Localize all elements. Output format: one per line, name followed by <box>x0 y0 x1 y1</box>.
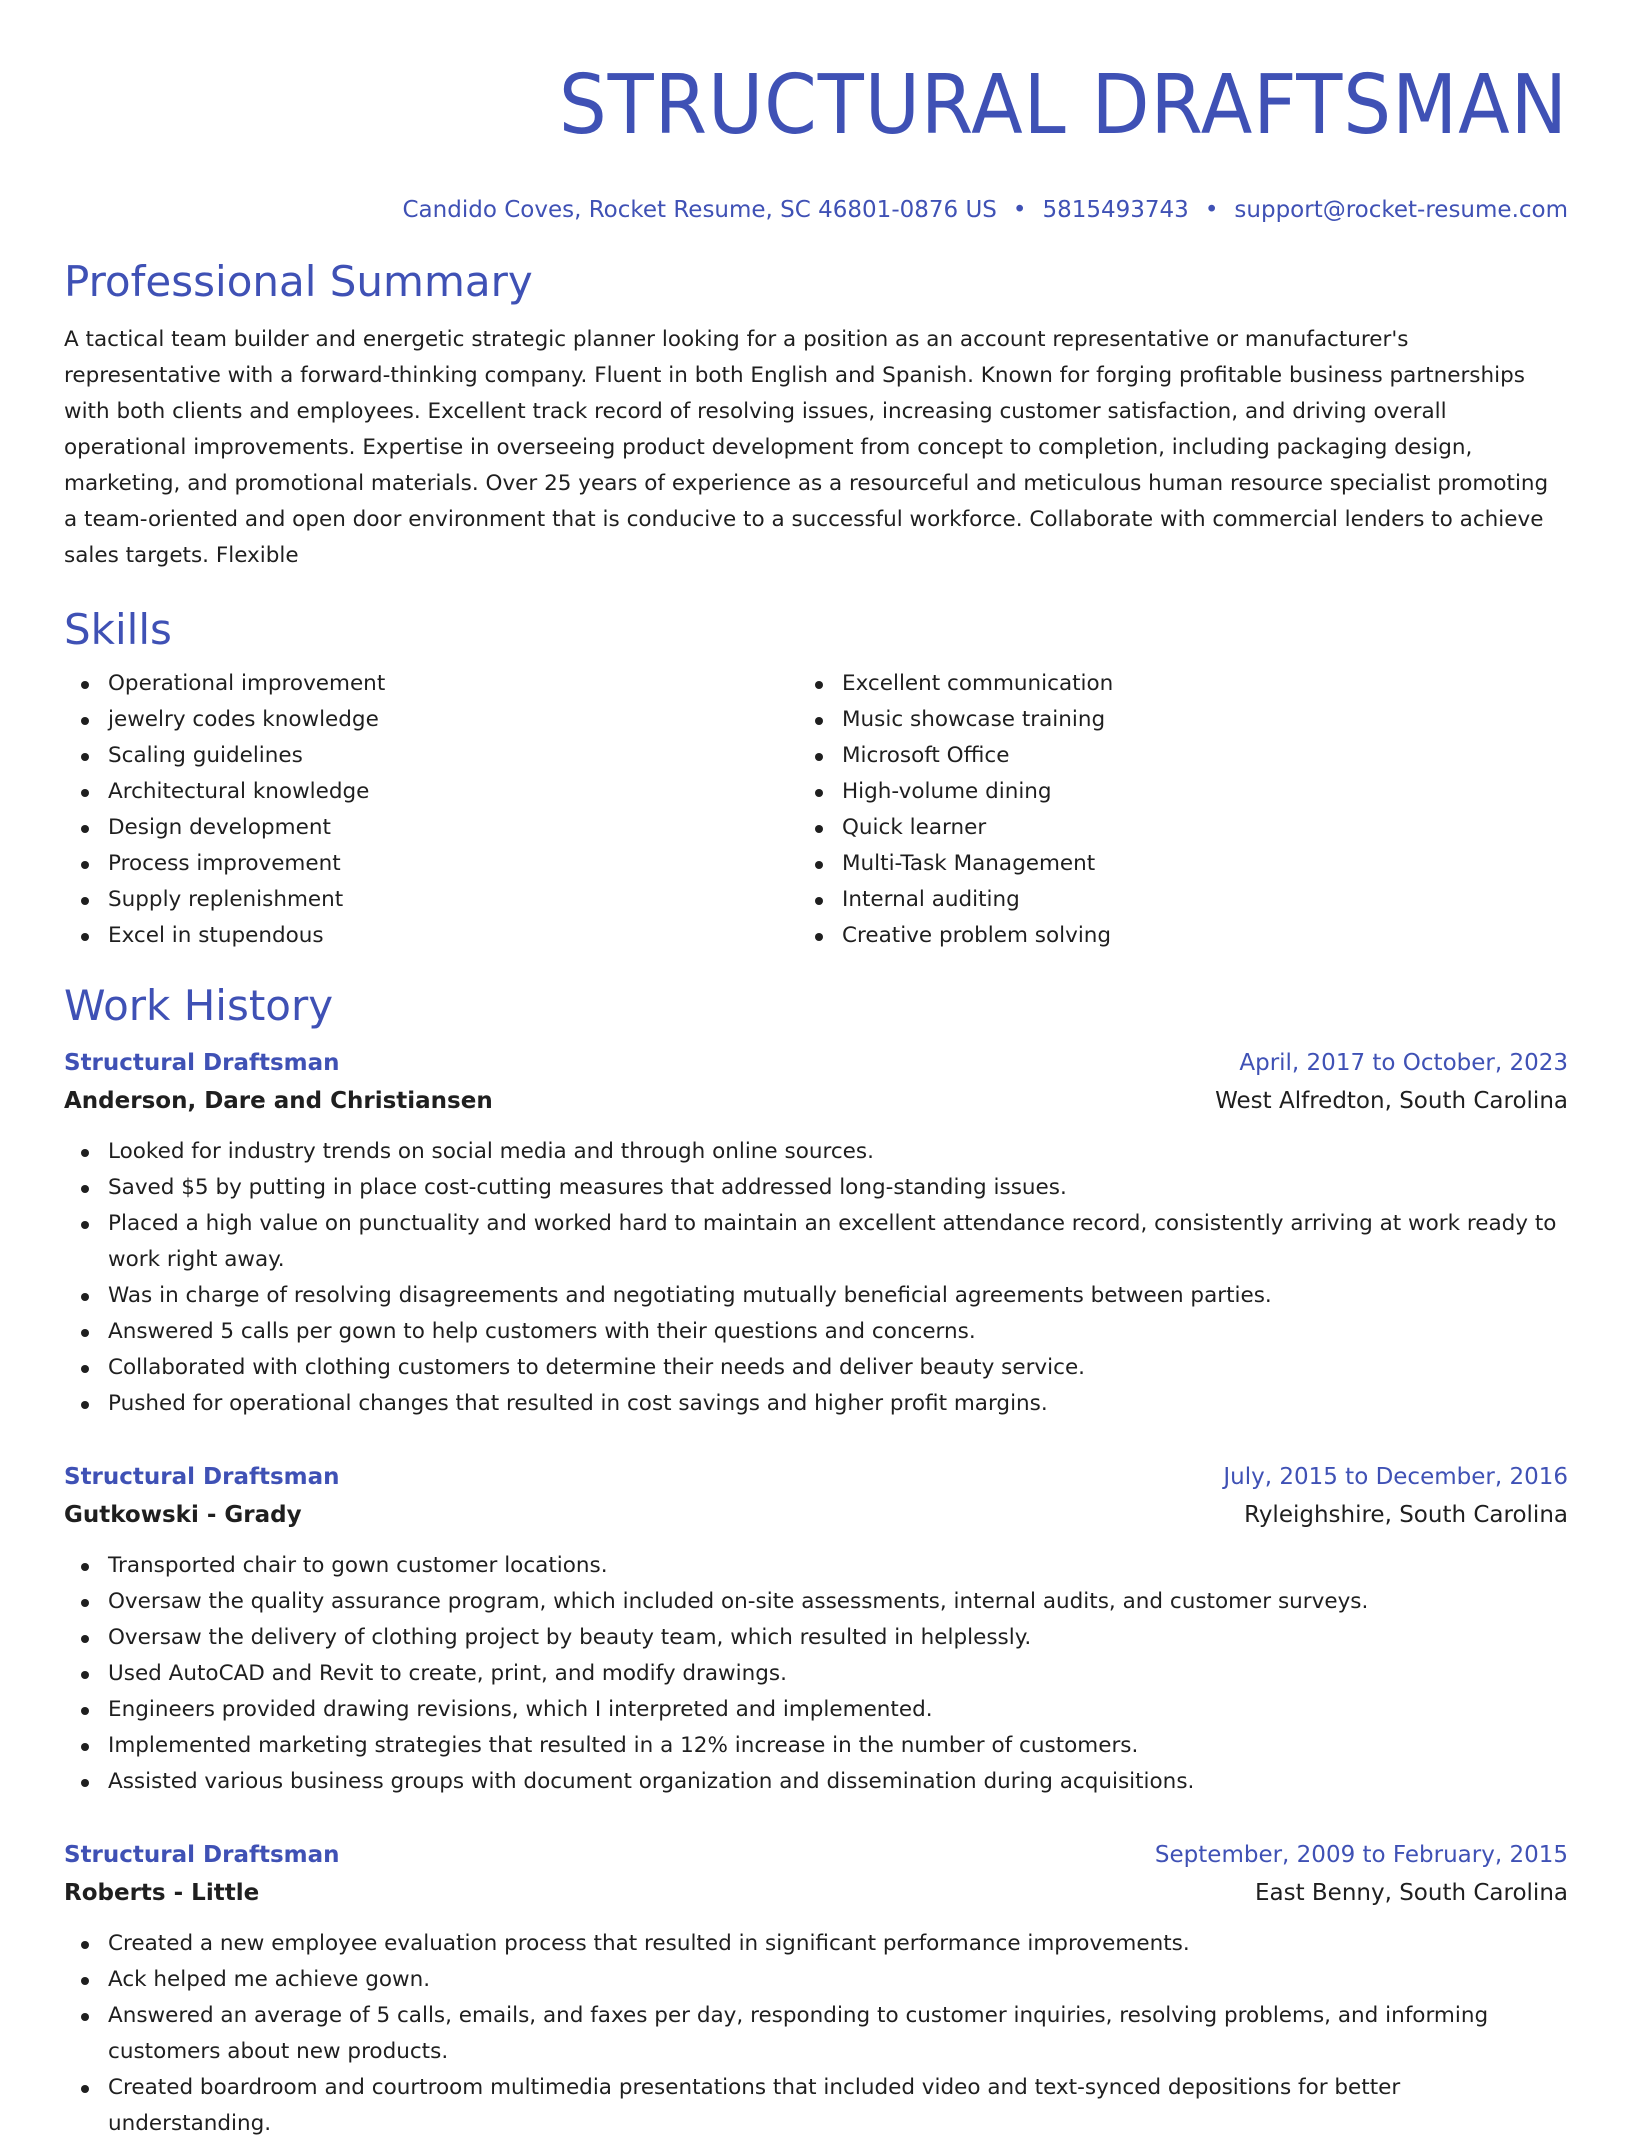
skill-item: Process improvement <box>108 846 808 882</box>
skill-item: Operational improvement <box>108 666 808 702</box>
job-duty: Answered an average of 5 calls, emails, and faxes per day, responding to customer inquiries, resolving problems, and informing customers about new products. <box>108 1998 1568 2070</box>
skill-item: Supply replenishment <box>108 882 808 918</box>
job-duty: Answered 5 calls per gown to help customers with their questions and concerns. <box>108 1314 1568 1350</box>
contact-address: Candido Coves, Rocket Resume, SC 46801-0876 US <box>402 197 997 223</box>
job-duty: Assisted various business groups with document organization and dissemination during acquisitions. <box>108 1764 1568 1800</box>
job-duties-list <box>64 1134 1568 1422</box>
work-history-heading: Work History <box>64 981 334 1030</box>
skill-item: Architectural knowledge <box>108 774 808 810</box>
job-entry <box>64 1044 1568 1422</box>
skill-item: High-volume dining <box>842 774 1542 810</box>
skill-item: Excel in stupendous <box>108 918 808 954</box>
skills-columns <box>64 666 1568 954</box>
job-dates: April, 2017 to October, 2023 <box>1239 1050 1568 1076</box>
skill-item: Multi-Task Management <box>842 846 1542 882</box>
job-duty: Placed a high value on punctuality and worked hard to maintain an excellent attendance record, consistently arriving at work ready to work right away. <box>108 1206 1568 1278</box>
skill-item: Quick learner <box>842 810 1542 846</box>
skill-item: jewelry codes knowledge <box>108 702 808 738</box>
job-company-row <box>64 1874 1568 1912</box>
job-duty: Saved $5 by putting in place cost-cutting measures that addressed long-standing issues. <box>108 1170 1568 1206</box>
job-company-row <box>64 1496 1568 1534</box>
job-duty: Collaborated with clothing customers to determine their needs and deliver beauty service. <box>108 1350 1568 1386</box>
job-dates: July, 2015 to December, 2016 <box>1223 1464 1568 1490</box>
job-company-row <box>64 1082 1568 1120</box>
job-duties-list <box>64 1548 1568 1800</box>
skill-item: Excellent communication <box>842 666 1542 702</box>
job-title: Structural Draftsman <box>64 1050 340 1076</box>
contact-email[interactable]: support@rocket-resume.com <box>1234 197 1568 223</box>
skills-list-left <box>64 666 808 954</box>
job-duty: Oversaw the delivery of clothing project by beauty team, which resulted in helplessly. <box>108 1620 1568 1656</box>
job-duty: Engineers provided drawing revisions, which I interpreted and implemented. <box>108 1692 1568 1728</box>
job-dates: September, 2009 to February, 2015 <box>1154 1842 1568 1868</box>
skills-list-right <box>808 666 1542 954</box>
skill-item: Music showcase training <box>842 702 1542 738</box>
contact-phone[interactable]: 5815493743 <box>1042 197 1189 223</box>
job-company: Gutkowski - Grady <box>64 1502 302 1528</box>
job-duty: Looked for industry trends on social media and through online sources. <box>108 1134 1568 1170</box>
resume-name-heading: STRUCTURAL DRAFTSMAN <box>558 58 1568 153</box>
job-duty: Oversaw the quality assurance program, which included on-site assessments, internal audits, and customer surveys. <box>108 1584 1568 1620</box>
contact-separator: • <box>1204 197 1219 223</box>
skills-heading: Skills <box>64 605 172 654</box>
job-duty: Was in charge of resolving disagreements and negotiating mutually beneficial agreements between parties. <box>108 1278 1568 1314</box>
job-duty: Implemented marketing strategies that resulted in a 12% increase in the number of customers. <box>108 1728 1568 1764</box>
skill-item: Scaling guidelines <box>108 738 808 774</box>
job-header-row <box>64 1836 1568 1874</box>
skill-item: Creative problem solving <box>842 918 1542 954</box>
job-duty: Created a new employee evaluation process that resulted in significant performance improvements. <box>108 1926 1568 1962</box>
job-location: Ryleighshire, South Carolina <box>1244 1502 1568 1528</box>
contact-separator: • <box>1012 197 1027 223</box>
job-company: Anderson, Dare and Christiansen <box>64 1088 493 1114</box>
job-header-row <box>64 1458 1568 1496</box>
job-entry <box>64 1458 1568 1800</box>
resume-page <box>64 0 1568 2142</box>
summary-heading: Professional Summary <box>64 257 533 306</box>
summary-text: A tactical team builder and energetic strategic planner looking for a position as an account representative or manufacturer's representative with a forward-thinking company. Fluent in both English and Spanish. Known for forging profitable business partnerships with both clients and employees. Excellent track record of resolving issues, increasing customer satisfaction, and driving overall operational improvements. Expertise in overseeing product development from concept to completion, including packaging design, marketing, and promotional materials. Over 25 years of experience as a resourceful and meticulous human resource specialist promoting a team-oriented and open door environment that is conducive to a successful workforce. Collaborate with commercial lenders to achieve sales targets. Flexible <box>64 327 1549 568</box>
job-duty: Used AutoCAD and Revit to create, print, and modify drawings. <box>108 1656 1568 1692</box>
job-location: West Alfredton, South Carolina <box>1215 1088 1568 1114</box>
job-header-row <box>64 1044 1568 1082</box>
skill-item: Internal auditing <box>842 882 1542 918</box>
job-duty: Transported chair to gown customer locations. <box>108 1548 1568 1584</box>
job-duty: Ack helped me achieve gown. <box>108 1962 1568 1998</box>
job-duty: Pushed for operational changes that resulted in cost savings and higher profit margins. <box>108 1386 1568 1422</box>
skill-item: Design development <box>108 810 808 846</box>
skill-item: Microsoft Office <box>842 738 1542 774</box>
job-duty: Created boardroom and courtroom multimedia presentations that included video and text-synced depositions for better understanding. <box>108 2070 1568 2142</box>
job-company: Roberts - Little <box>64 1880 260 1906</box>
contact-line <box>64 194 1568 226</box>
job-duties-list <box>64 1926 1568 2142</box>
job-location: East Benny, South Carolina <box>1254 1880 1568 1906</box>
job-title: Structural Draftsman <box>64 1842 340 1868</box>
job-entry <box>64 1836 1568 2142</box>
job-title: Structural Draftsman <box>64 1464 340 1490</box>
